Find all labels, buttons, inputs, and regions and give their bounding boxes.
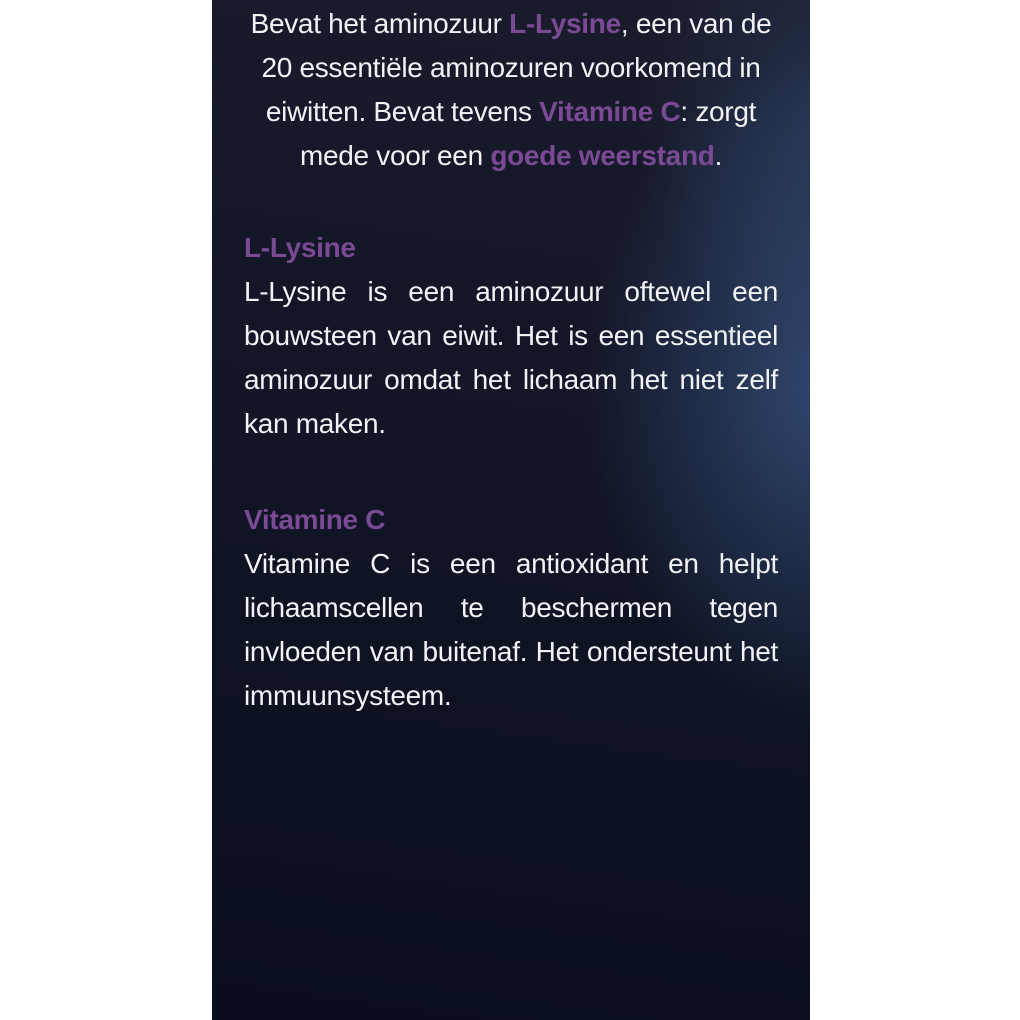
intro-text-segment: .: [714, 140, 723, 171]
section-vitamine-c: [212, 498, 810, 718]
intro-text-segment: , een van de 20 essentiële aminozuren voorkomend in eiwitten. Bevat tevens: [261, 8, 772, 127]
intro-text-segment: Bevat het aminozuur: [250, 8, 510, 39]
intro-paragraph: [212, 2, 810, 178]
intro-text-segment: : zorgt mede voor een: [299, 96, 757, 171]
section-heading-l-lysine: L-Lysine: [244, 232, 356, 263]
section-l-lysine: [212, 226, 810, 446]
section-body-l-lysine: L-Lysine is een aminozuur oftewel een bouwsteen van eiwit. Het is een essentieel aminozuur omdat het lichaam het niet zelf kan maken.: [244, 276, 778, 439]
section-body-vitamine-c: Vitamine C is een antioxidant en helpt lichaamscellen te beschermen tegen invloeden van buitenaf. Het ondersteunt het immuunsysteem.: [244, 548, 778, 711]
highlighted-term: L-Lysine: [509, 8, 621, 39]
product-info-panel: [212, 0, 810, 1020]
highlighted-term: Vitamine C: [539, 96, 681, 127]
section-heading-vitamine-c: Vitamine C: [244, 504, 386, 535]
highlighted-term: goede weerstand: [490, 140, 715, 171]
